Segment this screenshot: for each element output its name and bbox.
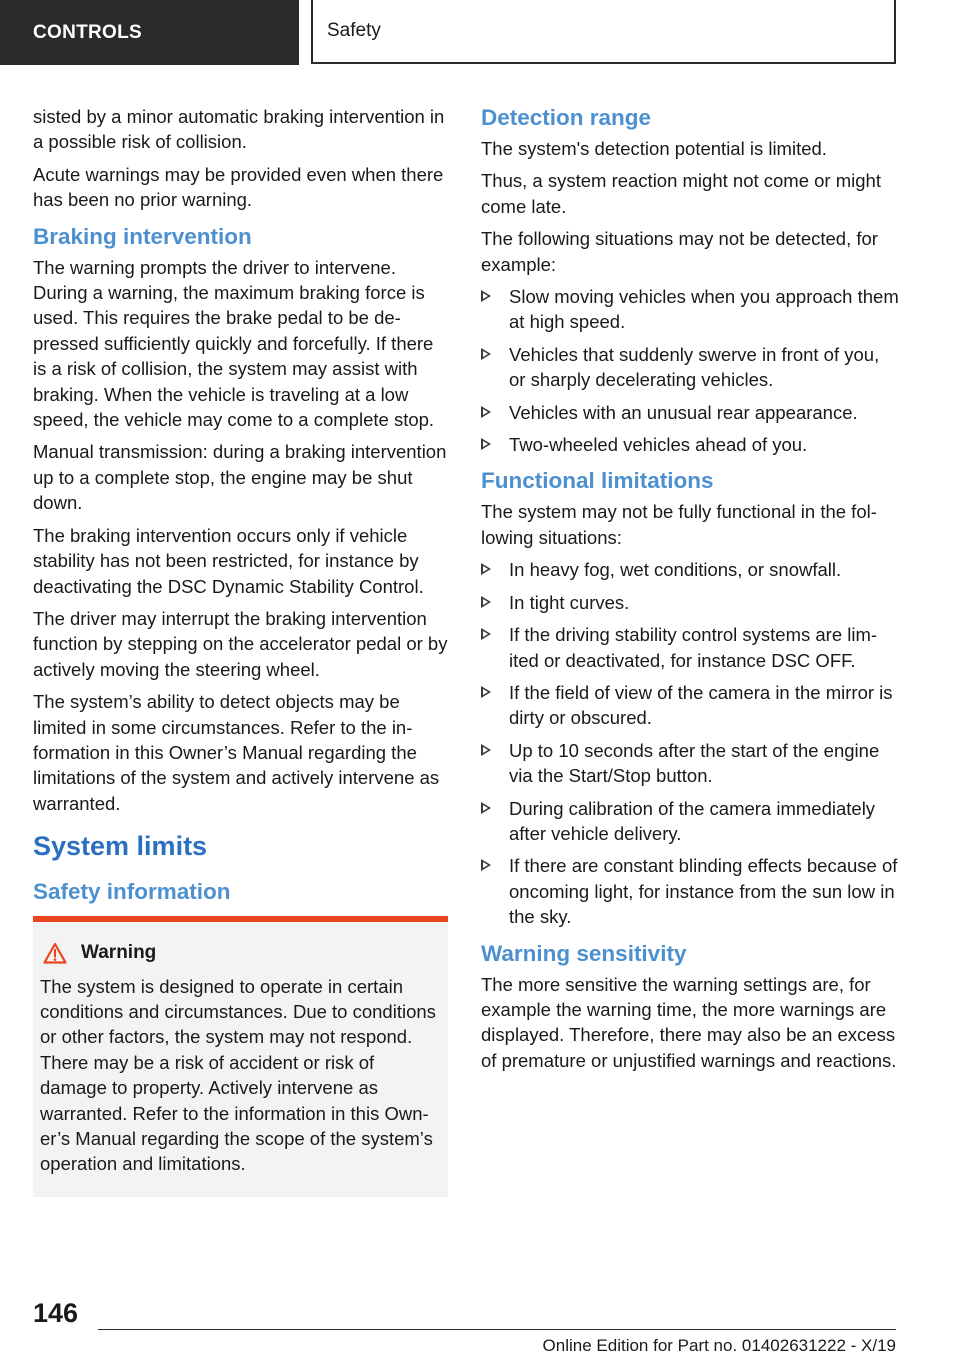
triangle-bullet-icon	[481, 563, 491, 575]
left-column	[33, 104, 448, 1197]
paragraph: The more sensitive the warning settings are, for example the warning time, the more warnings are displayed. Therefore, there may also be an excess of premature or unjustified warnings and reactions.	[481, 973, 897, 1071]
triangle-bullet-icon	[481, 596, 491, 608]
list-item-text: Up to 10 seconds after the start of the engine via the Start/Stop button.	[509, 739, 880, 787]
paragraph: The following situations may not be detected, for example:	[481, 228, 878, 275]
footer-divider	[98, 1329, 896, 1330]
list-item-text: Vehicles that suddenly swerve in front of you, or sharply decelerating vehicles.	[509, 343, 880, 391]
list-item-text: If the field of view of the camera in the mirror is dirty or obscured.	[509, 681, 893, 729]
paragraph: The system’s ability to detect objects may be limited in some circumstances. Refer to the information in this Owner’s Manual regarding the limitations of the system and actively intervene as warranted.	[33, 691, 440, 814]
right-column	[481, 104, 899, 1080]
paragraph: Thus, a system reaction might not come or might come late.	[481, 170, 881, 217]
heading-system-limits: System limits	[33, 831, 208, 862]
list-item	[481, 342, 899, 393]
heading-functional-limitations: Functional limitations	[481, 468, 714, 494]
warning-box	[33, 916, 448, 1197]
list-item-text: If there are constant blinding effects because of oncoming light, for instance from the sun low in the sky.	[509, 855, 898, 928]
list-item	[481, 796, 899, 847]
paragraph: The warning prompts the driver to intervene. During a warning, the maximum braking force is used. This requires the brake pedal to be depressed sufficiently quickly and forcefully. If there is a risk of collision, the system may assist with braking. When the vehicle is traveling at a low speed, the vehicle may come to a complete stop.	[33, 256, 435, 431]
topic-tab: Safety	[311, 0, 896, 64]
triangle-bullet-icon	[481, 686, 491, 698]
triangle-bullet-icon	[481, 744, 491, 756]
list-item	[481, 284, 899, 335]
warning-title: Warning	[81, 942, 157, 964]
triangle-bullet-icon	[481, 802, 491, 814]
list-item-text: In heavy fog, wet conditions, or snowfall.	[509, 559, 842, 581]
paragraph: The system's detection potential is limited.	[481, 138, 827, 159]
warning-header	[40, 940, 440, 965]
list-item-text: In tight curves.	[509, 591, 630, 613]
triangle-bullet-icon	[481, 628, 491, 640]
detection-list	[481, 284, 899, 457]
section-tab: CONTROLS	[0, 0, 299, 65]
paragraph: Manual transmission: during a braking intervention up to a complete stop, the engine may be shut down.	[33, 441, 447, 514]
list-item	[481, 590, 899, 615]
list-item-text: Slow moving vehicles when you approach them at high speed.	[509, 286, 899, 333]
warning-text: The system is designed to operate in certain conditions and circumstances. Due to conditions or other factors, the system may not respond. There may be a risk of accident or risk of damage to property. Actively intervene as warranted. Refer to the information in this Owner’s Manual regarding the scope of the system’s operation and limitations.	[40, 975, 436, 1175]
list-item	[481, 738, 899, 789]
list-item	[481, 622, 899, 673]
paragraph: The system may not be fully functional in the following situations:	[481, 501, 877, 548]
paragraph: sisted by a minor automatic braking intervention in a possible risk of collision.	[33, 106, 445, 153]
triangle-bullet-icon	[481, 406, 491, 418]
paragraph: The braking intervention occurs only if vehicle stability has not been restricted, for instance by deactivating the DSC Dynamic Stability Control.	[33, 524, 424, 597]
heading-braking-intervention: Braking intervention	[33, 223, 252, 249]
triangle-bullet-icon	[481, 859, 491, 871]
list-item-text: Vehicles with an unusual rear appearance.	[509, 401, 858, 423]
heading-warning-sensitivity: Warning sensitivity	[481, 940, 687, 966]
warning-triangle-icon	[43, 942, 67, 964]
list-item	[481, 680, 899, 731]
triangle-bullet-icon	[481, 348, 491, 360]
triangle-bullet-icon	[481, 438, 491, 450]
list-item-text: Two-wheeled vehicles ahead of you.	[509, 434, 808, 456]
heading-safety-information: Safety information	[33, 879, 231, 905]
functional-list	[481, 557, 899, 929]
paragraph: The driver may interrupt the braking intervention function by stepping on the accelerator pedal or by actively moving the steering wheel.	[33, 607, 448, 680]
list-item	[481, 853, 899, 929]
page-number: 146	[33, 1298, 79, 1328]
footer-edition: Online Edition for Part no. 01402631222 - X/19	[542, 1336, 896, 1355]
triangle-bullet-icon	[481, 290, 491, 302]
heading-detection-range: Detection range	[481, 105, 652, 130]
list-item	[481, 557, 899, 582]
list-item	[481, 432, 899, 457]
list-item-text: If the driving stability control systems are limited or deactivated, for instance DSC OFF.	[509, 624, 878, 671]
list-item-text: During calibration of the camera immediately after vehicle delivery.	[509, 797, 876, 844]
list-item	[481, 400, 899, 425]
paragraph: Acute warnings may be provided even when there has been no prior warning.	[33, 163, 444, 211]
